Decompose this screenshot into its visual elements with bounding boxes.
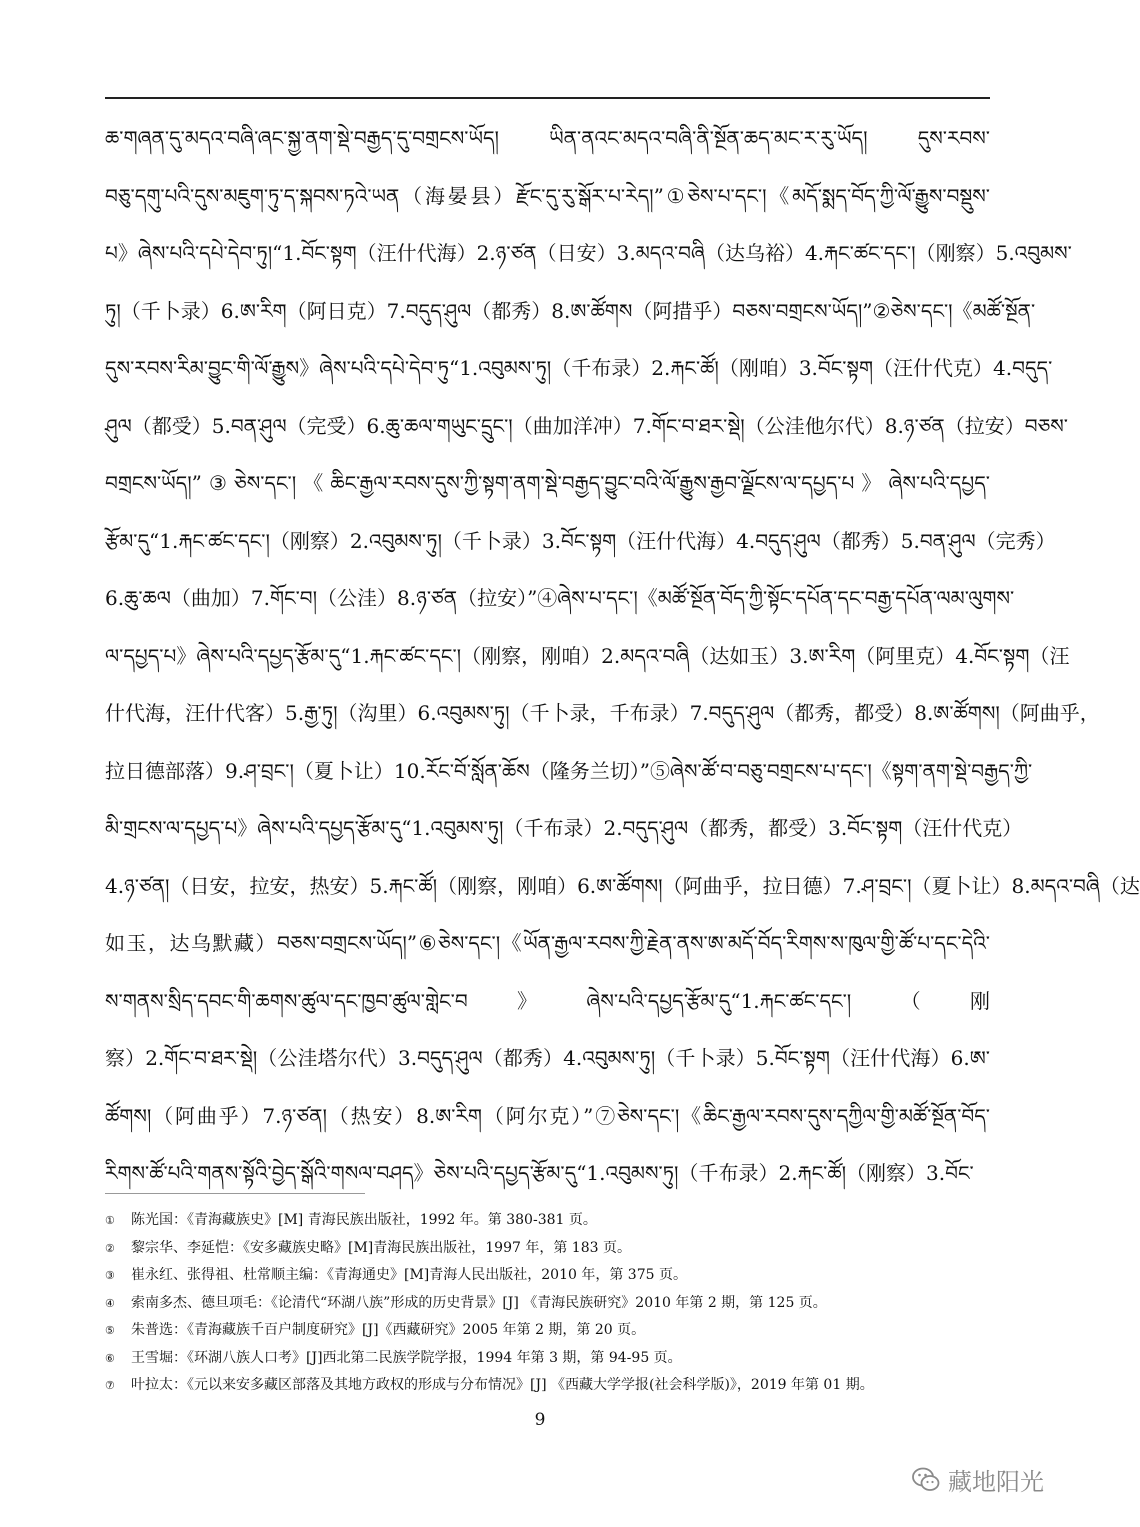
header-rule bbox=[105, 97, 990, 99]
footnotes bbox=[105, 1207, 990, 1400]
footnote-text: 叶拉太：《元以来安多藏区部落及其地方政权的形成与分布情况》[J] 《西藏大学学报(社会科学版)》，2019 年第 01 期。 bbox=[131, 1377, 874, 1393]
footnote bbox=[105, 1262, 990, 1290]
body-line: ས་གནས་སྲིད་དབང་གི་ཆགས་ཚུལ་དང་ཁྱབ་ཚུལ་གླེང་བ》ཞེས་པའི་དཔྱད་རྩོམ་དུ“1.རྐང་ཚང་དང་།（刚 bbox=[105, 988, 990, 1013]
footnote-text: 黎宗华、李延恺：《安多藏族史略》[M]青海民族出版社，1997 年，第 183 页。 bbox=[131, 1239, 631, 1256]
watermark-text: 藏地阳光 bbox=[948, 1468, 1044, 1496]
body-line: ཤུལ（都受）5.བན་ཤུལ（完受）6.ཆུ་ཆལ་གཡུང་དྲུང་།（曲加洋冲）7.གོང་བ་ཐར་སྡེ།（公洼他尔代）8.ཉ་ཙན（拉安）བཅས་ bbox=[105, 413, 1069, 438]
body-line: བགྲངས་ཡོད།”③ཅེས་དང་།《ཆིང་རྒྱལ་རབས་དུས་ཀྱི་སྟག་ནག་སྡེ་བརྒྱད་བྱུང་བའི་ལོ་རྒྱུས་རྒྱབ་ལྗོངས་ལ་དཔྱད་པ》ཞེས་པའི་དཔྱད་ bbox=[105, 471, 990, 495]
footnote-mark: ⑦ bbox=[105, 1379, 115, 1392]
body-line: 什代海，汪什代客）5.རྒྱ་ཏུ།（沟里）6.འབུམས་ཏུ།（千卜录，千布录）7.བདུད་ཤུལ（都秀，都受）8.ཨ་ཚོགས།（阿曲乎， bbox=[105, 701, 1100, 725]
footnote-text: 陈光国：《青海藏族史》[M] 青海民族出版社，1992 年。第 380-381 页。 bbox=[131, 1212, 597, 1228]
body-line: ཏུ།（千卜录）6.ཨ་རིག（阿日克）7.བདུད་ཤུལ（都秀）8.ཨ་ཚོགས（阿措乎）བཅས་བགྲངས་ཡོད།”②ཅེས་དང་།《མཚོ་སྔོན་ bbox=[105, 298, 1036, 323]
body-line: རྩོམ་དུ“1.རྐང་ཚང་དང་།（刚察）2.འབུམས་ཏུ།（千卜录）3.བོང་སྟག（汪什代海）4.བདུད་ཤུལ（都秀）5.བན་ཤུལ（完秀） bbox=[105, 528, 1056, 553]
body-line: ལ་དཔྱད་པ》ཞེས་པའི་དཔྱད་རྩོམ་དུ“1.རྐང་ཚང་དང་།（刚察，刚咱）2.མདའ་བཞི（达如玉）3.ཨ་རིག（阿里克）4.བོང་སྟག（汪 bbox=[105, 643, 1070, 668]
footnote-text: 王雪堀：《环湖八族人口考》[J]西北第二民族学院学报，1994 年第 3 期，第 94-95 页。 bbox=[131, 1349, 682, 1366]
body-text bbox=[105, 110, 1140, 1203]
footnote bbox=[105, 1372, 990, 1400]
body-line: 拉日德部落）9.ཤ་བྲང་།（夏卜让）10.རོང་བོ་སློན་ཆོས（隆务兰切）”⑤ཞེས་ཚོ་བ་བཅུ་བགྲངས་པ་དང་།《སྟག་ནག་སྡེ་བརྒྱད་ཀྱི་ bbox=[105, 758, 1033, 783]
body-line: དུས་རབས་རིམ་བྱུང་གི་ལོ་རྒྱུས》ཞེས་པའི་དཔེ་དེབ་ཏུ“1.འབུམས་ཏུ།（千布录）2.རྐང་ཚོ།（刚咱）3.བོང་སྟག（汪什代克）4.བདུད་ bbox=[105, 356, 1053, 380]
footnote-mark: ⑥ bbox=[105, 1351, 115, 1365]
body-line: པ》ཞེས་པའི་དཔེ་དེབ་ཏུ།“1.བོང་སྟག（汪什代海）2.ཉ་ཙན（日安）3.མདའ་བཞི（达乌裕）4.རྐང་ཚང་དང་།（刚察）5.འབུམས་ bbox=[105, 241, 1072, 265]
footnote bbox=[105, 1235, 990, 1263]
page-number: 9 bbox=[534, 1410, 546, 1430]
footnote-mark: ⑤ bbox=[105, 1324, 115, 1337]
footnote bbox=[105, 1207, 990, 1235]
footnote-text: 索南多杰、德旦项毛：《论清代“环湖八族”形成的历史背景》[J] 《青海民族研究》2010 年第 2 期，第 125 页。 bbox=[131, 1294, 827, 1311]
footnote-mark: ① bbox=[105, 1214, 115, 1227]
body-line: 4.ཉ་ཙན།（日安，拉安，热安）5.རྐང་ཚོ།（刚察，刚咱）6.ཨ་ཚོགས།（阿曲乎，拉日德）7.ཤ་བྲང་།（夏卜让）8.མདའ་བཞི（达 bbox=[105, 873, 1140, 898]
wechat-icon bbox=[910, 1464, 942, 1496]
footnote-text: 崔永红、张得祖、杜常顺主编：《青海通史》[M]青海人民出版社，2010 年，第 375 页。 bbox=[131, 1267, 687, 1283]
footnote bbox=[105, 1290, 990, 1318]
watermark bbox=[910, 1462, 1044, 1497]
footnote bbox=[105, 1317, 990, 1345]
body-line: 如玉，达乌默藏）བཅས་བགྲངས་ཡོད།”⑥ཅེས་དང་།《ཡོན་རྒྱལ་རབས་ཀྱི་རྗེན་ནས་ཨ་མདོ་བོད་རིགས་ས་ཁུལ་གྱི་ཚོ་པ་དང་དེའི་ bbox=[105, 931, 990, 955]
body-line: ཚོགས།（阿曲乎）7.ཉ་ཙན།（热安）8.ཨ་རིག（阿尔克）”⑦ཅེས་དང་།《ཆིང་རྒྱལ་རབས་དུས་དཀྱིལ་གྱི་མཚོ་སྔོན་བོད་ bbox=[105, 1103, 990, 1128]
footnote bbox=[105, 1345, 990, 1373]
body-line: མི་གྲངས་ལ་དཔྱད་པ》ཞེས་པའི་དཔྱད་རྩོམ་དུ“1.འབུམས་ཏུ།（千布录）2.བདུད་ཤུལ（都秀，都受）3.བོང་སྟག（汪什代克） bbox=[105, 816, 1023, 840]
body-line: བཅུ་དགུ་པའི་དུས་མཇུག་ཏུ་ད་སྐབས་ཏའེ་ཡན（海晏县）རྫོང་དུ་རུ་སྒོར་པ་རེད།”①ཅེས་པ་དང་།《མདོ་སྨད་བོད་ཀྱི་ལོ་རྒྱུས་བསྡུས་ bbox=[105, 183, 990, 208]
body-line: ཆ་གཞན་དུ་མདའ་བཞི་ཞང་སྐྱ་ནག་སྡེ་བརྒྱད་དུ་བགྲངས་ཡོད། ཡིན་ནའང་མདའ་བཞི་ནི་སྔོན་ཆད་མང་ར་རུ་ཡོད། དུས་རབས་ bbox=[105, 126, 990, 150]
footnote-mark: ③ bbox=[105, 1269, 115, 1282]
footnote-separator bbox=[105, 1193, 365, 1194]
footnote-text: 朱普选：《青海藏族千百户制度研究》[J]《西藏研究》2005 年第 2 期，第 20 页。 bbox=[131, 1322, 646, 1338]
footnote-mark: ② bbox=[105, 1241, 115, 1255]
footnote-mark: ④ bbox=[105, 1296, 115, 1310]
body-line: 6.ཆུ་ཆལ（曲加）7.གོང་བ།（公洼）8.ཉ་ཙན（拉安）”④ཞེས་པ་དང་།《མཚོ་སྔོན་བོད་ཀྱི་སྟོང་དཔོན་དང་བརྒྱ་དཔོན་ལམ་ལུགས་ bbox=[105, 586, 1015, 610]
body-line: རིགས་ཚོ་པའི་གནས་སྟོའི་བྱེད་སྒོའི་གསལ་བཤད》ཅེས་པའི་དཔྱད་རྩོམ་དུ“1.འབུམས་ཏུ།（千布录）2.རྐང་ཚོ།（刚察）3.བོང་ bbox=[105, 1161, 974, 1185]
body-line: 察）2.གོང་བ་ཐར་སྡེ།（公洼塔尔代）3.བདུད་ཤུལ（都秀）4.འབུམས་ཏུ།（千卜录）5.བོང་སྟག（汪什代海）6.ཨ་ bbox=[105, 1046, 990, 1070]
